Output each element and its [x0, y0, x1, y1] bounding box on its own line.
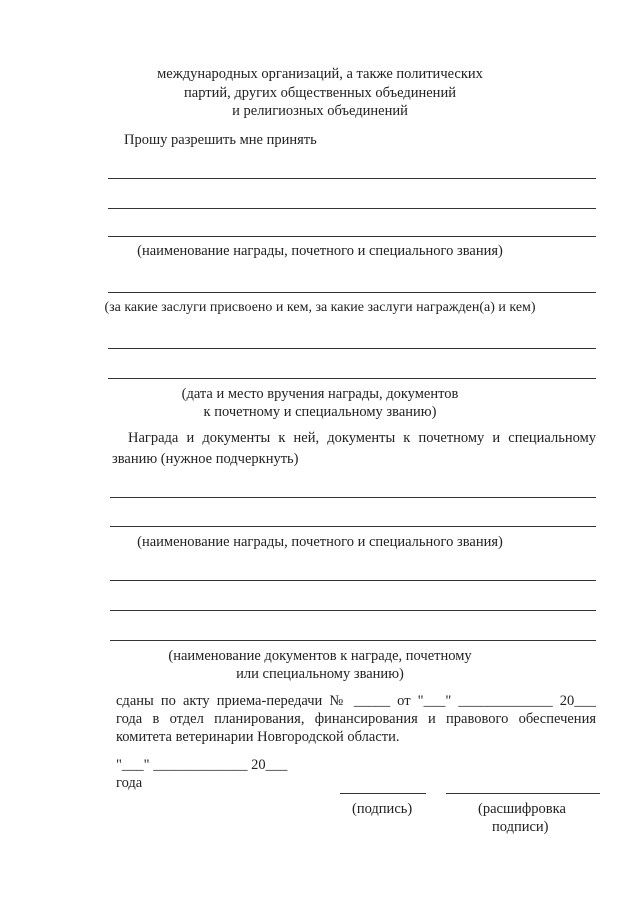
fill-line [108, 178, 596, 179]
year-word: года [116, 775, 143, 791]
fill-line [108, 378, 596, 379]
fill-line [110, 580, 596, 581]
handover-line-1: сданы по акту приема-передачи № _____ от "___" _____________ 20___ [116, 693, 596, 709]
fill-line [108, 236, 596, 237]
signature-decode-line [446, 793, 600, 794]
handover-line-3: комитета ветеринарии Новгородской области. [116, 729, 400, 745]
signature-decode-label-1: (расшифровка [478, 801, 566, 817]
fill-line [110, 640, 596, 641]
paragraph-line-2: званию (нужное подчеркнуть) [112, 451, 299, 467]
signature-line [340, 793, 426, 794]
signature-label: (подпись) [352, 801, 413, 817]
fill-line [110, 497, 596, 498]
caption-docs-1: (наименование документов к награде, почетному [168, 648, 472, 664]
header-line-3: и религиозных объединений [232, 103, 408, 119]
fill-line [110, 610, 596, 611]
fill-line [108, 348, 596, 349]
signature-decode-label-2: подписи) [492, 819, 549, 835]
request-text: Прошу разрешить мне принять [124, 132, 317, 148]
handover-line-2: года в отдел планирования, финансирования и правового обеспечения [116, 711, 596, 727]
header-line-1: международных организаций, а также политических [157, 66, 483, 82]
caption-merits: (за какие заслуги присвоено и кем, за какие заслуги награжден(а) и кем) [104, 300, 536, 315]
caption-award-name-2: (наименование награды, почетного и специального звания) [137, 534, 503, 550]
caption-date-place-1: (дата и место вручения награды, документов [181, 386, 459, 402]
date-field: "___" _____________ 20___ [116, 757, 288, 773]
caption-date-place-2: к почетному и специальному званию) [203, 404, 437, 420]
caption-docs-2: или специальному званию) [236, 666, 404, 682]
paragraph-line-1: Награда и документы к ней, документы к почетному и специальному [128, 430, 596, 446]
fill-line [108, 292, 596, 293]
caption-award-name: (наименование награды, почетного и специального звания) [137, 243, 503, 259]
fill-line [110, 526, 596, 527]
header-line-2: партий, других общественных объединений [184, 85, 456, 101]
fill-line [108, 208, 596, 209]
